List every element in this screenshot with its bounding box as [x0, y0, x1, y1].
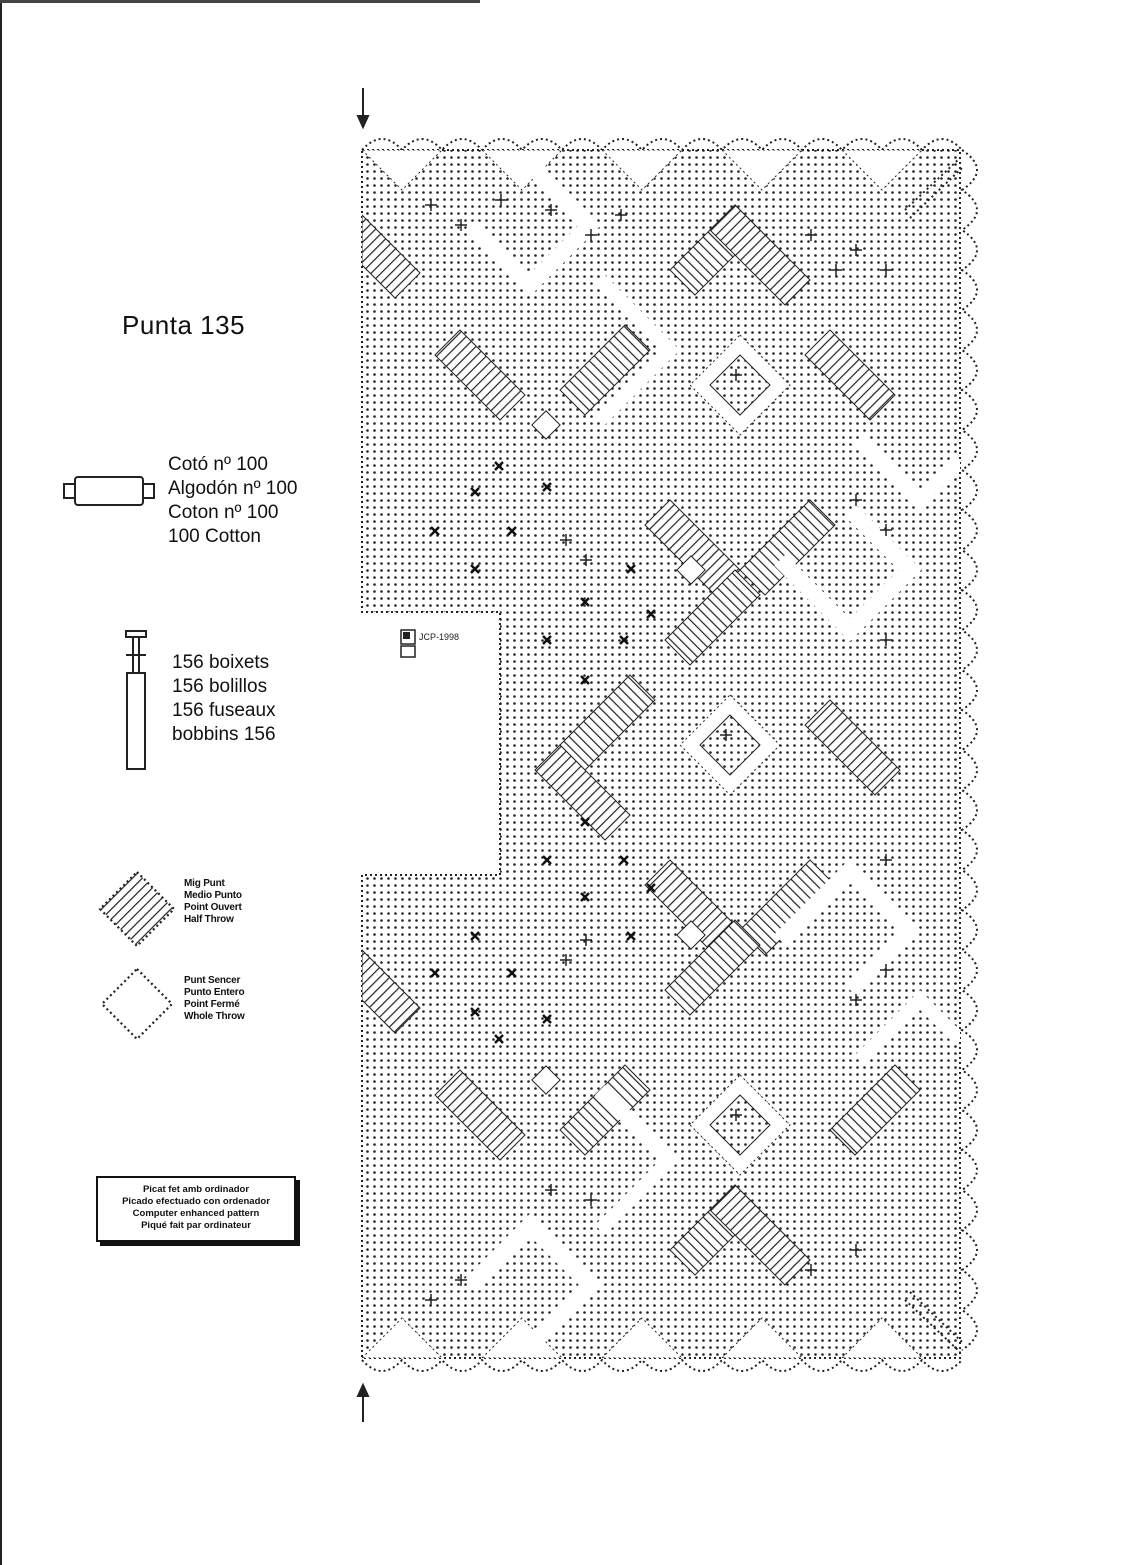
legend-line: Medio Punto: [184, 890, 242, 901]
bobbin-line-fr: 156 fuseaux: [172, 700, 276, 721]
bobbin-icon: [126, 631, 146, 769]
bobbin-line-en: bobbins 156: [172, 724, 276, 745]
legend-line: Punt Sencer: [184, 975, 241, 986]
up-arrow-icon: [358, 1385, 368, 1422]
note-line: Picat fet amb ordinador: [142, 1184, 250, 1195]
note-line: Piqué fait par ordinateur: [141, 1220, 251, 1231]
note-line: Computer enhanced pattern: [132, 1208, 260, 1219]
thread-line-es: Algodón nº 100: [168, 478, 298, 499]
thread-line-en: 100 Cotton: [168, 526, 261, 547]
legend-line: Half Throw: [184, 914, 234, 925]
thread-line-ca: Cotó nº 100: [168, 454, 268, 475]
legend-line: Whole Throw: [184, 1011, 245, 1022]
copyright-text: JCP-1998: [419, 632, 460, 642]
lace-pricking-pattern: [362, 139, 977, 1371]
whole-stitch-diamond-icon: [102, 969, 172, 1039]
bobbin-line-ca: 156 boixets: [172, 652, 270, 673]
thread-spool-icon: [64, 477, 154, 505]
down-arrow-icon: [358, 88, 368, 127]
legend-line: Punto Entero: [184, 987, 245, 998]
legend-line: Mig Punt: [184, 878, 225, 889]
bobbin-line-es: 156 bolillos: [172, 676, 268, 697]
copyright-mark: [401, 630, 459, 657]
thread-line-fr: Coton nº 100: [168, 502, 279, 523]
note-line: Picado efectuado con ordenador: [122, 1196, 270, 1207]
page-title: Punta 135: [122, 310, 246, 340]
legend-line: Point Ouvert: [184, 902, 242, 913]
half-stitch-diamond-icon: [100, 872, 174, 946]
legend-line: Point Fermé: [184, 999, 240, 1010]
